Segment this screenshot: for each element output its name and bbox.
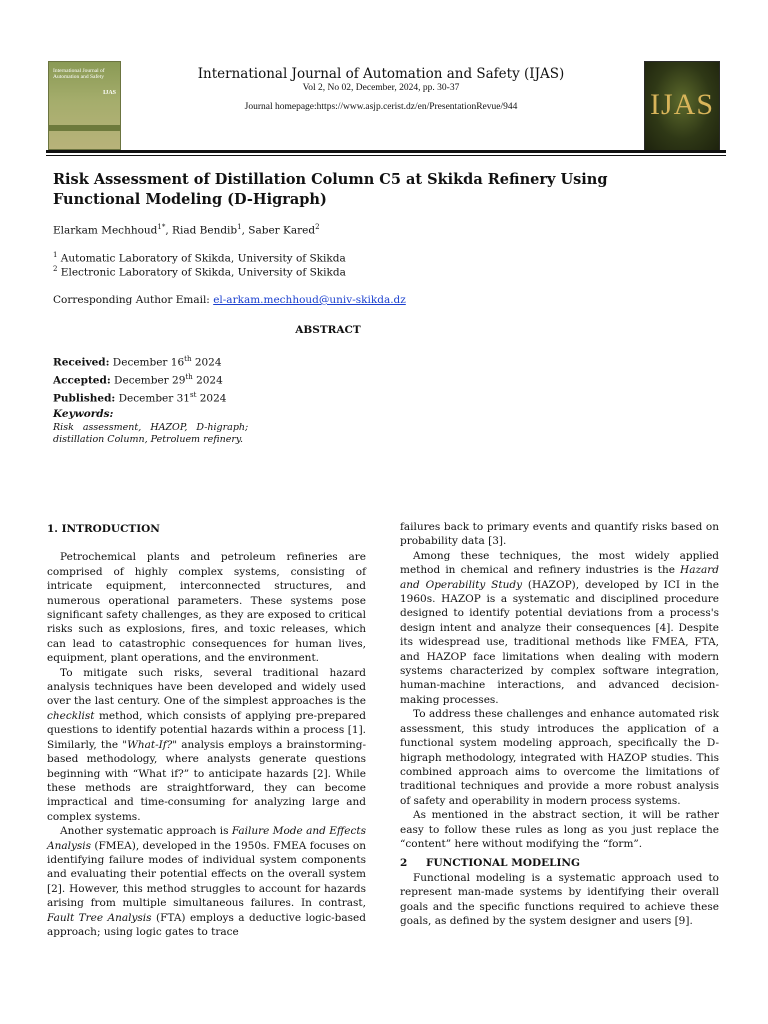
paragraph-functional-modeling: Functional modeling is a systematic approach used to represent man-made systems by identifying their overall goals and the specific functions required to achieve these goals, as defined by the system designer and users [9].	[400, 871, 719, 927]
article-dates	[53, 352, 226, 406]
abstract-heading: ABSTRACT	[295, 324, 361, 336]
journal-title: International Journal of Automation and Safety (IJAS)	[197, 66, 565, 82]
corresponding-email-link[interactable]: el-arkam.mechhoud@univ-skikda.dz	[213, 294, 406, 306]
corresponding-label: Corresponding Author Email:	[53, 294, 214, 306]
author-2: , Riad Bendib	[165, 224, 238, 237]
journal-logo	[644, 61, 720, 151]
author-3: , Saber Kared	[241, 224, 316, 237]
header-rule-thin	[46, 155, 726, 156]
paragraph-challenges: To address these challenges and enhance automated risk assessment, this study introduces the application of a functional system modeling approach, specifically the D-higraph methodology, integrated with HAZOP studies. This combined approach aims to overcome the limitations of traditional techniques and provide a more robust analysis of safety and operability in modern process systems.	[400, 708, 719, 807]
section-2-heading: 2 FUNCTIONAL MODELING	[400, 857, 580, 870]
paragraph-continued: failures back to primary events and quantify risks based on probability data [3].	[400, 521, 719, 548]
journal-cover-image	[48, 61, 121, 150]
author-1: Elarkam Mechhoud	[53, 224, 158, 237]
author-3-sup: 2	[315, 223, 320, 231]
cover-badge: IJAS	[102, 90, 116, 96]
corresponding-author	[53, 294, 406, 306]
paragraph-hazop: Among these techniques, the most widely applied method in chemical and refinery industries is the Hazard and Operability Study (HAZOP), developed by ICI in the 1960s. HAZOP is a systematic and disciplined procedure designed to identify potential deviations from a process's design intent and analyze their consequences [4]. Despite its widespread use, traditional methods like FMEA, FTA, and HAZOP face limitations when dealing with modern systems characterized by complex software integration, human-machine interactions, and advanced decision-making processes.	[400, 549, 719, 706]
cover-title: International Journal of Automation and Safety	[53, 68, 105, 80]
affiliation-1-text: Automatic Laboratory of Skikda, University of Skikda	[57, 252, 346, 265]
journal-volume: Vol 2, No 02, December, 2024, pp. 30-37	[302, 83, 460, 93]
logo-text: IJAS	[649, 88, 714, 121]
author-list	[53, 223, 320, 237]
section-1-heading: 1. INTRODUCTION	[47, 523, 160, 535]
journal-header	[46, 58, 726, 153]
affiliation-2	[53, 265, 346, 279]
affiliation-1	[53, 251, 346, 265]
affiliation-1-sup: 1	[53, 251, 58, 259]
paragraph-2: To mitigate such risks, several traditional hazard analysis techniques have been developed and widely used over the last century. One of the simplest approaches is the checklist method, which consists of applying pre-prepared questions to identify potential hazards within a process [1]. Similarly, the "What-If?" analysis employs a brainstorming-based methodology, where analysts generate questions beginning with “What if?” to anticipate hazards [2]. While these methods are straightforward, they can become impractical and time-consuming for analyzing large and complex systems.	[47, 666, 366, 823]
affiliation-2-text: Electronic Laboratory of Skikda, University of Skikda	[57, 266, 346, 279]
paragraph-rules: As mentioned in the abstract section, it will be rather easy to follow these rules as long as you just replace the “content” here without modifying the “form”.	[400, 809, 719, 850]
paragraph-1: Petrochemical plants and petroleum refineries are comprised of highly complex systems, consisting of intricate equipment, interconnected structures, and numerous operational parameters. These systems pose significant safety challenges, as they are exposed to critical risks such as explosions, fires, and toxic releases, which can lead to catastrophic consequences for human lives, equipment, plant operations, and the environment.	[47, 551, 366, 665]
paragraph-3: Another systematic approach is Failure Mode and Effects Analysis (FMEA), developed in the 1950s. FMEA focuses on identifying failure modes of individual system components and evaluating their potential effects on the overall system [2]. However, this method struggles to account for hazards arising from multiple simultaneous failures. In contrast, Fault Tree Analysis (FTA) employs a deductive logic-based approach; using logic gates to trace	[47, 825, 366, 938]
left-column	[47, 520, 366, 939]
header-rule-thick	[46, 150, 726, 153]
journal-info	[126, 66, 636, 112]
right-column	[400, 520, 719, 928]
affiliation-2-sup: 2	[53, 265, 58, 273]
paper-title: Risk Assessment of Distillation Column C5 at Skikda Refinery Using Functional Modeling (D-Higraph)	[53, 171, 608, 208]
keywords-line-1: Risk assessment, HAZOP, D-higraph;	[53, 422, 249, 433]
journal-homepage[interactable]: Journal homepage:https://www.asjp.cerist.dz/en/PresentationRevue/944	[244, 102, 518, 112]
cover-band	[49, 125, 120, 131]
keywords-heading: Keywords:	[53, 408, 114, 420]
keywords-line-2: distillation Column, Petroluem refinery.	[53, 434, 243, 445]
author-1-sup: 1*	[157, 223, 166, 231]
author-2-sup: 1	[237, 223, 242, 231]
accepted-date: Accepted: December 29th 2024	[53, 373, 223, 387]
published-date: Published: December 31st 2024	[53, 391, 227, 405]
received-date: Received: December 16th 2024	[53, 355, 222, 369]
